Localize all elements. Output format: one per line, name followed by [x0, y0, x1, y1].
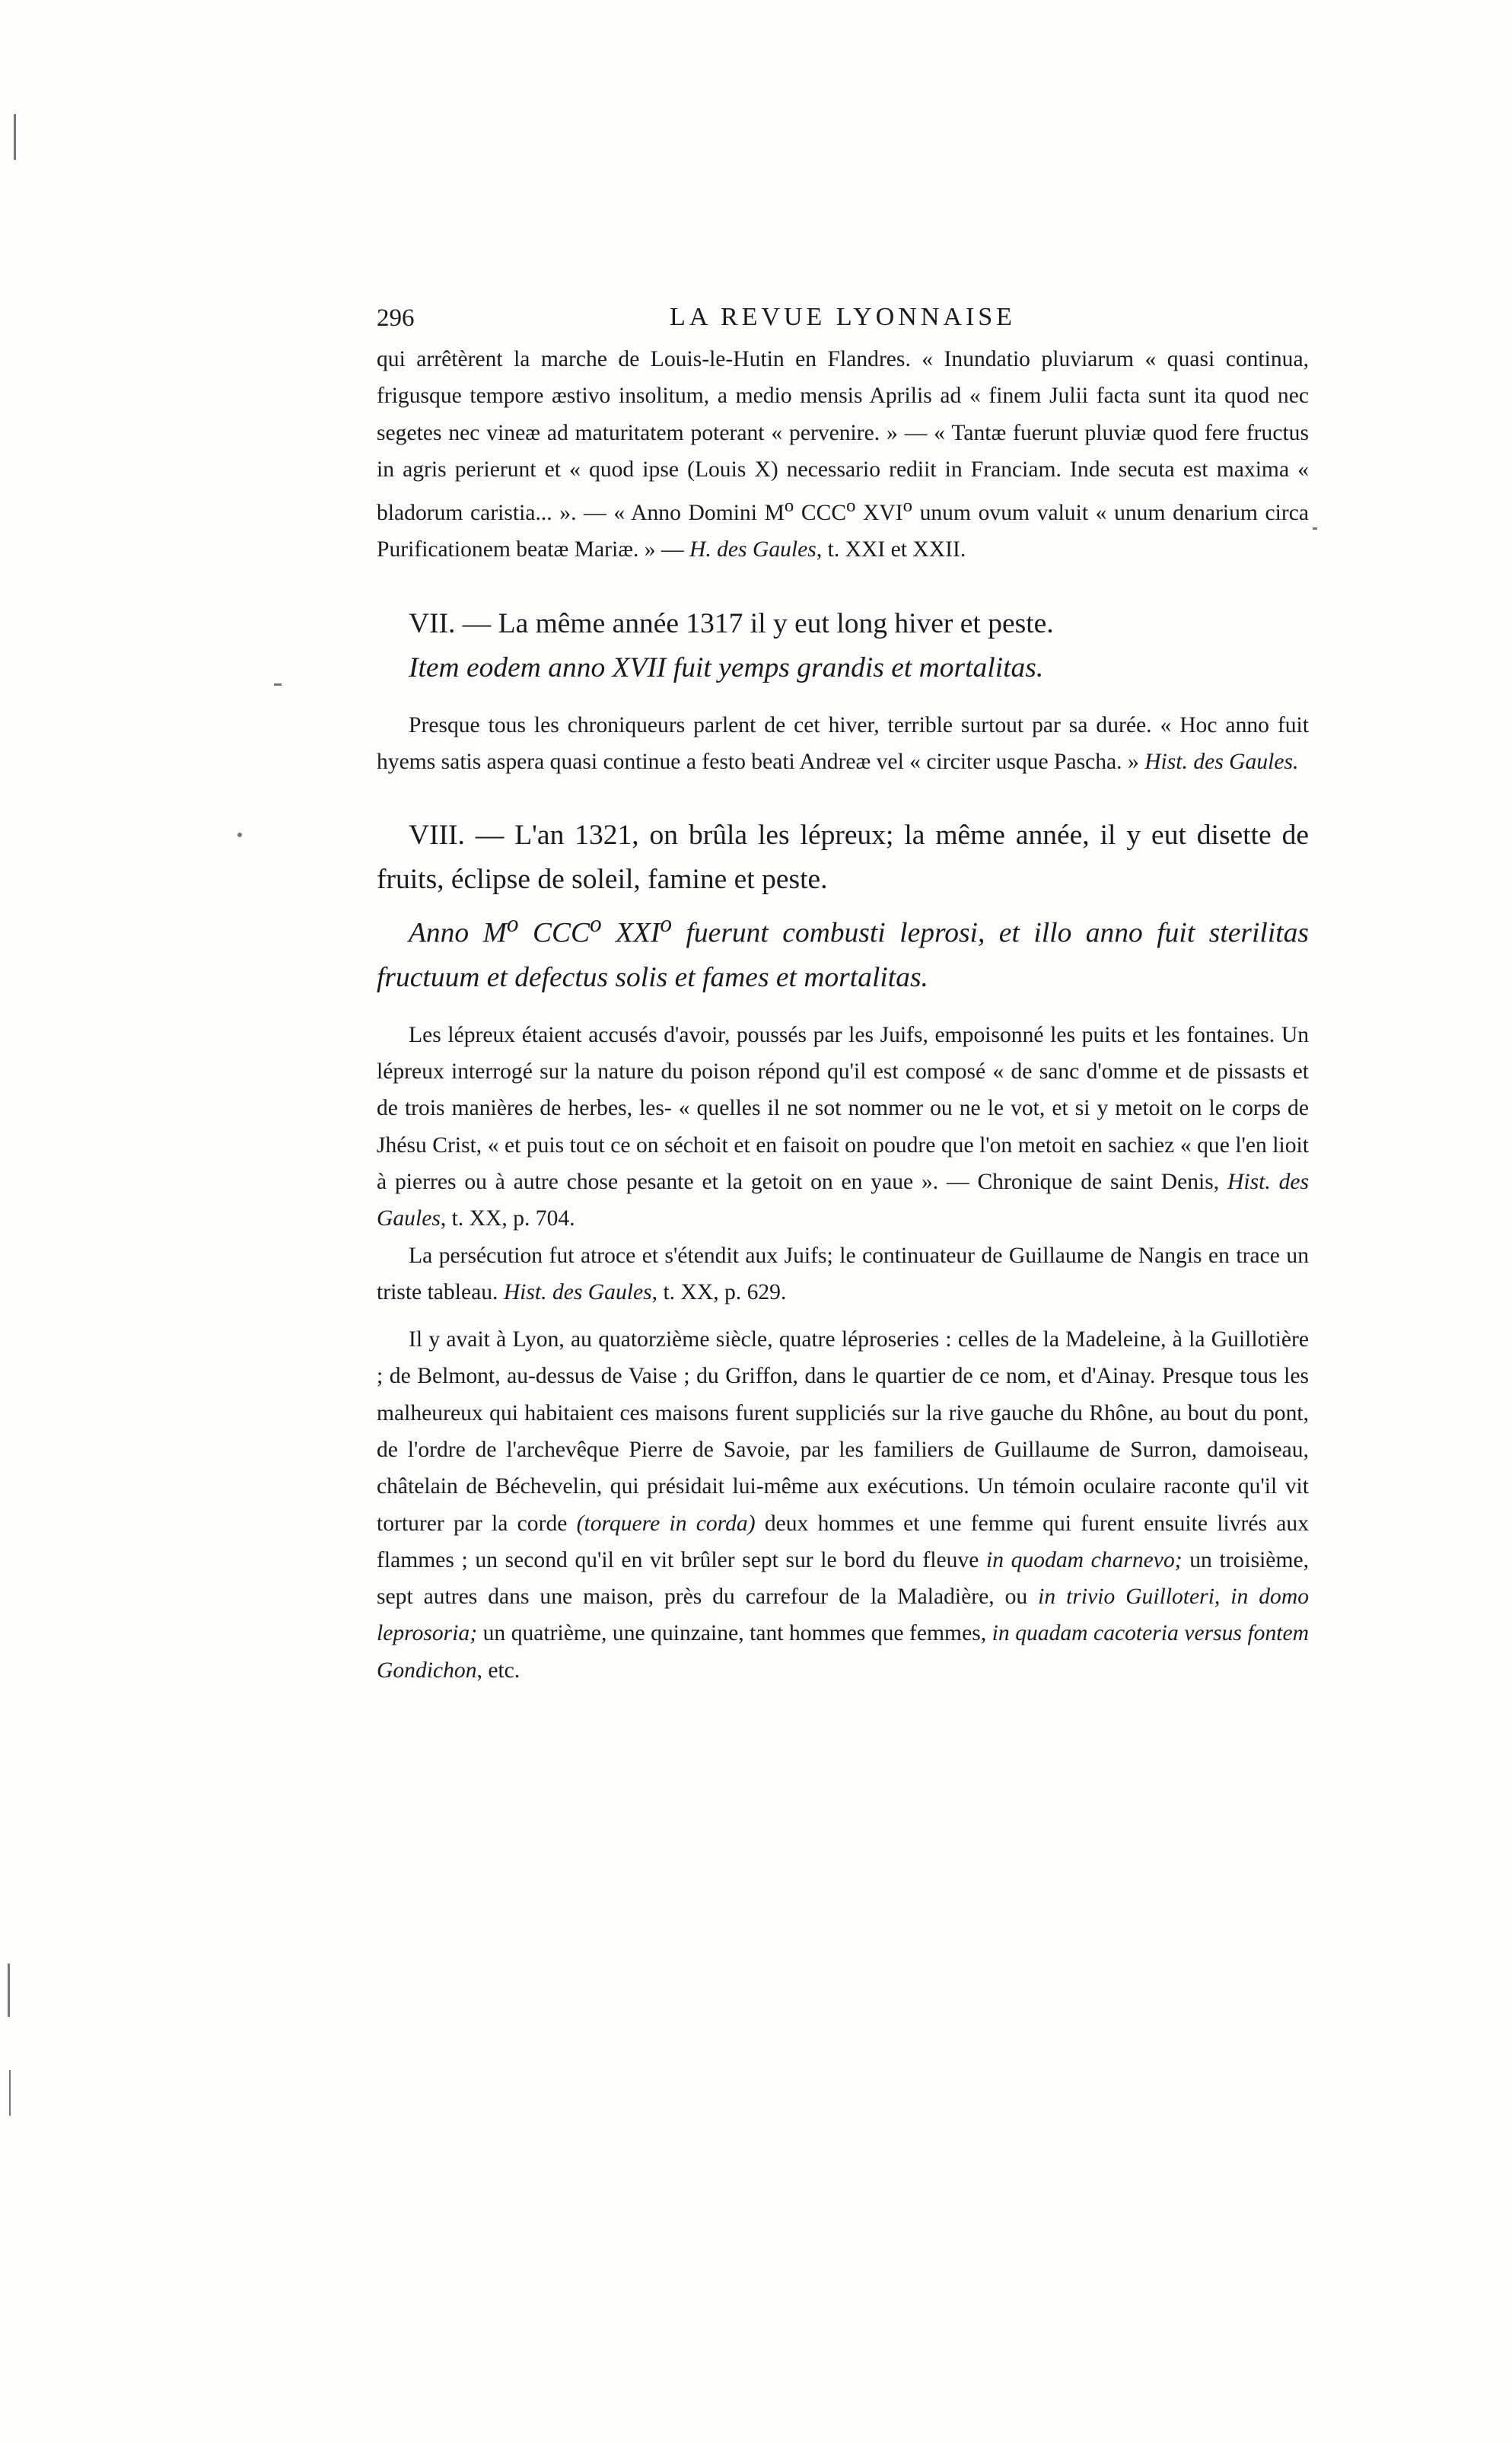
text-run: un quatrième, une quinzaine, tant hommes que femmes,: [477, 1621, 992, 1646]
text-run: unum ovum valuit « unum denarium circa Purificationem beatæ Mariæ. » —: [377, 501, 1309, 562]
text-run: Anno M: [409, 917, 507, 949]
superscript: o: [590, 910, 602, 938]
page-body: [377, 341, 1309, 1689]
intro-paragraph: [377, 341, 1309, 569]
paragraph-lepers: [377, 1017, 1309, 1237]
text-run: qui arrêtèrent la marche de Louis-le-Hutin en Flandres. « Inundatio pluviarum « quasi continua, frigusque tempore æstivo insolitum, a medio mensis Aprilis ad « finem Julii facta sunt ita quod nec segetes nec vineæ ad maturitatem poterant « pervenire. » — « Tantæ fuerunt pluviæ quod fere fructus in agris perierunt et « quod ipse (Louis X) necessario rediit in Franciam. Inde secuta est maxima « bladorum caristia... ». — « Anno Domini M: [377, 347, 1309, 526]
text-run: , t. XX, p. 704.: [440, 1206, 575, 1231]
text-run: CCC: [518, 917, 590, 949]
citation: H. des Gaules: [689, 537, 816, 562]
section-viii: [377, 814, 1309, 1689]
margin-mark: [237, 833, 242, 837]
running-title: LA REVUE LYONNAISE: [670, 303, 1016, 331]
text-run: , t. XX, p. 629.: [651, 1279, 787, 1304]
text-run: Presque tous les chroniqueurs parlent de cet hiver, terrible surtout par sa durée. « Hoc anno fuit hyems satis aspera quasi continue a festo beati Andreæ vel « circiter usque Pascha. »: [377, 712, 1309, 774]
section-note: [377, 707, 1309, 781]
margin-mark: [14, 114, 16, 160]
superscript: o: [846, 495, 856, 517]
section-vii: [377, 602, 1309, 781]
margin-mark: [274, 683, 282, 686]
text-run: deux hommes et une femme qui furent ensuite livrés aux flammes ; un second qu'il en vit brûler sept sur le bord du fleuve: [377, 1511, 1309, 1572]
text-run: XXI: [601, 917, 661, 949]
superscript: o: [784, 495, 794, 517]
paragraph-persecution: [377, 1237, 1309, 1311]
latin-heading: [377, 902, 1309, 1000]
section-heading: VII. — La même année 1317 il y eut long hiver et peste.: [409, 607, 1054, 639]
margin-mark: [9, 2070, 11, 2116]
text-run: Il y avait à Lyon, au quatorzième siècle, quatre léproseries : celles de la Madeleine, à la Guillotière ; de Belmont, au-dessus de Vaise ; du Griffon, dans le quartier de ce nom, et d'Ainay. Presque tous les malheureux qui habitaient ces maisons furent suppliciés sur la rive gauche du Rhône, au bout du pont, de l'ordre de l'archevêque Pierre de Savoie, par les familiers de Guillaume de Surron, damoiseau, châtelain de Béchevelin, qui présidait lui-même aux exécutions. Un témoin oculaire raconte qu'il vit torturer par la corde: [377, 1327, 1309, 1536]
superscript: o: [506, 910, 519, 938]
text-run: fuerunt combusti leprosi, et illo anno fuit sterilitas fructuum et defectus solis et fames et mortalitas.: [377, 917, 1310, 993]
latin-phrase: in trivio Guilloteri, in domo leprosoria;: [377, 1585, 1309, 1646]
latin-phrase: in quodam charnevo;: [985, 1547, 1183, 1572]
text-run: CCC: [794, 501, 847, 526]
section-heading: VIII. — L'an 1321, on brûla les lépreux; la même année, il y eut disette de fruits, éclipse de soleil, famine et peste.: [377, 820, 1309, 896]
citation: Hist. des Gaules.: [1144, 749, 1299, 774]
page: [377, 301, 1309, 1689]
latin-phrase: in quadam cacoteria versus fontem Gondichon: [377, 1621, 1310, 1683]
latin-heading: Item eodem anno XVII fuit yemps grandis et mortalitas.: [409, 651, 1044, 683]
page-number: 296: [377, 304, 415, 332]
margin-mark: [1313, 527, 1317, 530]
superscript: o: [660, 910, 673, 938]
text-run: , etc.: [476, 1658, 520, 1683]
text-run: XVI: [855, 501, 903, 526]
citation: Hist. des Gaules: [503, 1279, 652, 1304]
citation: Hist. des Gaules: [377, 1169, 1310, 1231]
latin-phrase: (torquere in corda): [576, 1511, 756, 1536]
text-run: Les lépreux étaient accusés d'avoir, poussés par les Juifs, empoisonné les puits et les fontaines. Un lépreux interrogé sur la nature du poison répond qu'il est composé « de sanc d'omme et de pissasts et de trois manières de herbes, les- « quelles il ne sot nommer ou ne le vot, et si y metoit on le corps de Jhésu Crist, « et puis tout ce on séchoit et en faisoit on poudre que l'on metoit en sachiez « que l'en lioit à pierres ou à autre chose pesante et la getoit on en yaue ». — Chronique de saint Denis,: [377, 1022, 1309, 1194]
running-header: [377, 301, 1309, 341]
text-run: , t. XXI et XXII.: [816, 537, 966, 562]
superscript: o: [902, 495, 912, 517]
text-run: un troisième, sept autres dans une maison, près du carrefour de la Maladière, ou: [377, 1547, 1309, 1610]
text-run: La persécution fut atroce et s'étendit aux Juifs; le continuateur de Guillaume de Nangis en trace un triste tableau.: [377, 1243, 1309, 1304]
paragraph-leproseries: [377, 1321, 1309, 1689]
margin-mark: [8, 1964, 10, 2017]
